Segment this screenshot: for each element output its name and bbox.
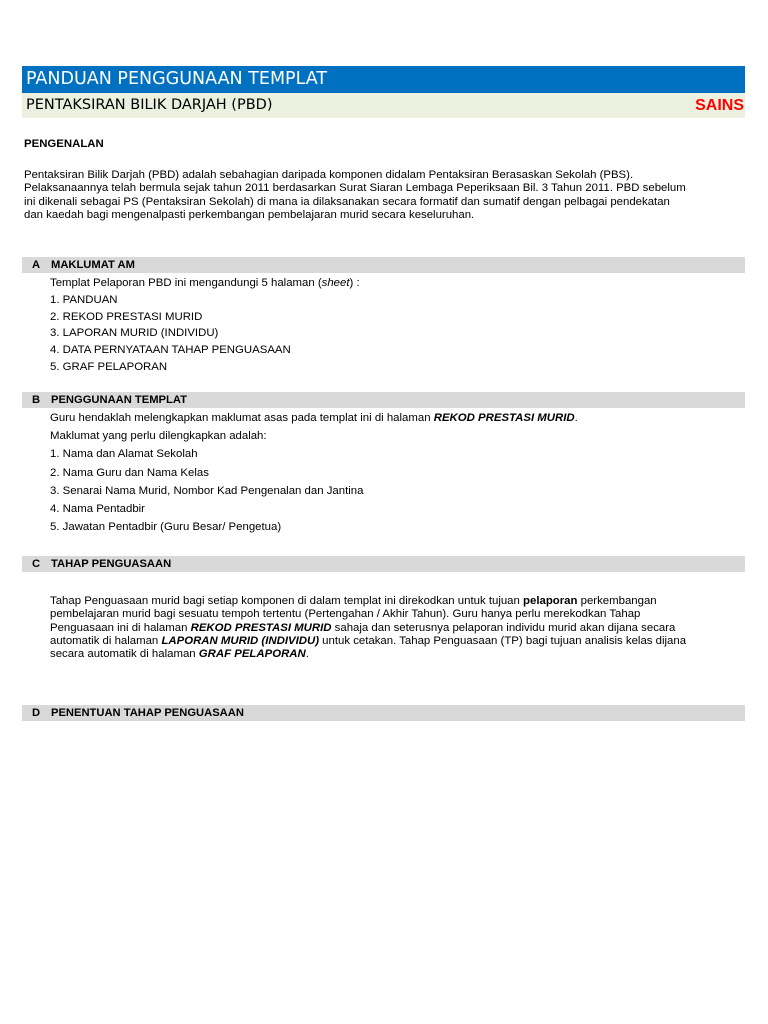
list-item: 1. Nama dan Alamat Sekolah (50, 448, 198, 461)
intro-line: Pelaksanaannya telah bermula sejak tahun 2011 berdasarkan Surat Siaran Lembaga Peperiksaan Bil. 3 Tahun 2011. PBD sebelum (24, 182, 686, 195)
section-title: PENGGUNAAN TEMPLAT (51, 394, 187, 406)
section-a-content (50, 275, 360, 376)
list-item: 4. DATA PERNYATAAN TAHAP PENGUASAAN (50, 344, 291, 357)
intro-heading: PENGENALAN (24, 138, 104, 150)
section-title: MAKLUMAT AM (51, 259, 135, 271)
section-b-content (50, 409, 578, 536)
list-item: 2. REKOD PRESTASI MURID (50, 310, 203, 323)
list-item: 3. Senarai Nama Murid, Nombor Kad Pengenalan dan Jantina (50, 484, 364, 497)
section-letter: C (32, 558, 41, 570)
list-item: 3. LAPORAN MURID (INDIVIDU) (50, 327, 219, 340)
section-c-line: automatik di halaman LAPORAN MURID (INDIVIDU) untuk cetakan. Tahap Penguasaan (TP) bagi tujuan analisis kelas dijana (50, 634, 687, 647)
section-title: TAHAP PENGUASAAN (51, 558, 172, 570)
intro-line: dan kaedah bagi mengenalpasti perkembangan pembelajaran murid secara keseluruhan. (24, 208, 475, 221)
section-letter: B (32, 394, 41, 406)
document-title: PANDUAN PENGGUNAAN TEMPLAT (22, 66, 745, 93)
list-item: 4. Nama Pentadbir (50, 503, 145, 516)
subject-label: SAINS (695, 97, 744, 114)
section-a-header (22, 257, 745, 273)
intro-line: ini dikenali sebagai PS (Pentaksiran Sekolah) di mana ia dilaksanakan secara formatif dan sumatif dengan pelbagai pendekatan (24, 195, 670, 208)
list-item: 5. GRAF PELAPORAN (50, 360, 168, 373)
document-subtitle: PENTAKSIRAN BILIK DARJAH (PBD) (26, 97, 273, 113)
section-c-paragraph (50, 595, 740, 661)
section-title: PENENTUAN TAHAP PENGUASAAN (51, 707, 244, 719)
intro-paragraph (24, 169, 744, 222)
section-b-line-2: Maklumat yang perlu dilengkapkan adalah: (50, 430, 267, 443)
list-item: 2. Nama Guru dan Nama Kelas (50, 466, 209, 479)
section-a-intro: Templat Pelaporan PBD ini mengandungi 5 halaman (sheet) : (50, 277, 360, 289)
section-d-header (22, 705, 745, 721)
section-c-line: secara automatik di halaman GRAF PELAPORAN. (50, 648, 309, 661)
section-c-line: pembelajaran murid bagi sesuatu tempoh tertentu (Pertengahan / Akhir Tahun). Guru hanya perlu merekodkan Tahap (50, 608, 641, 621)
list-item: 1. PANDUAN (50, 293, 118, 306)
list-item: 5. Jawatan Pentadbir (Guru Besar/ Pengetua) (50, 521, 282, 534)
section-letter: D (32, 707, 41, 719)
section-c-header (22, 556, 745, 572)
section-c-line: Tahap Penguasaan murid bagi setiap komponen di dalam templat ini direkodkan untuk tujuan pelaporan perkembangan (50, 595, 657, 607)
section-b-line-1: Guru hendaklah melengkapkan maklumat asas pada templat ini di halaman REKOD PRESTASI MURID. (50, 412, 578, 424)
section-c-line: Penguasaan ini di halaman REKOD PRESTASI MURID sahaja dan seterusnya pelaporan individu murid akan dijana secara (50, 621, 676, 634)
document-subtitle-bar (22, 93, 745, 118)
intro-line: Pentaksiran Bilik Darjah (PBD) adalah sebahagian daripada komponen didalam Pentaksiran Berasaskan Sekolah (PBS). (24, 169, 634, 181)
section-letter: A (32, 259, 41, 271)
section-b-header (22, 392, 745, 408)
